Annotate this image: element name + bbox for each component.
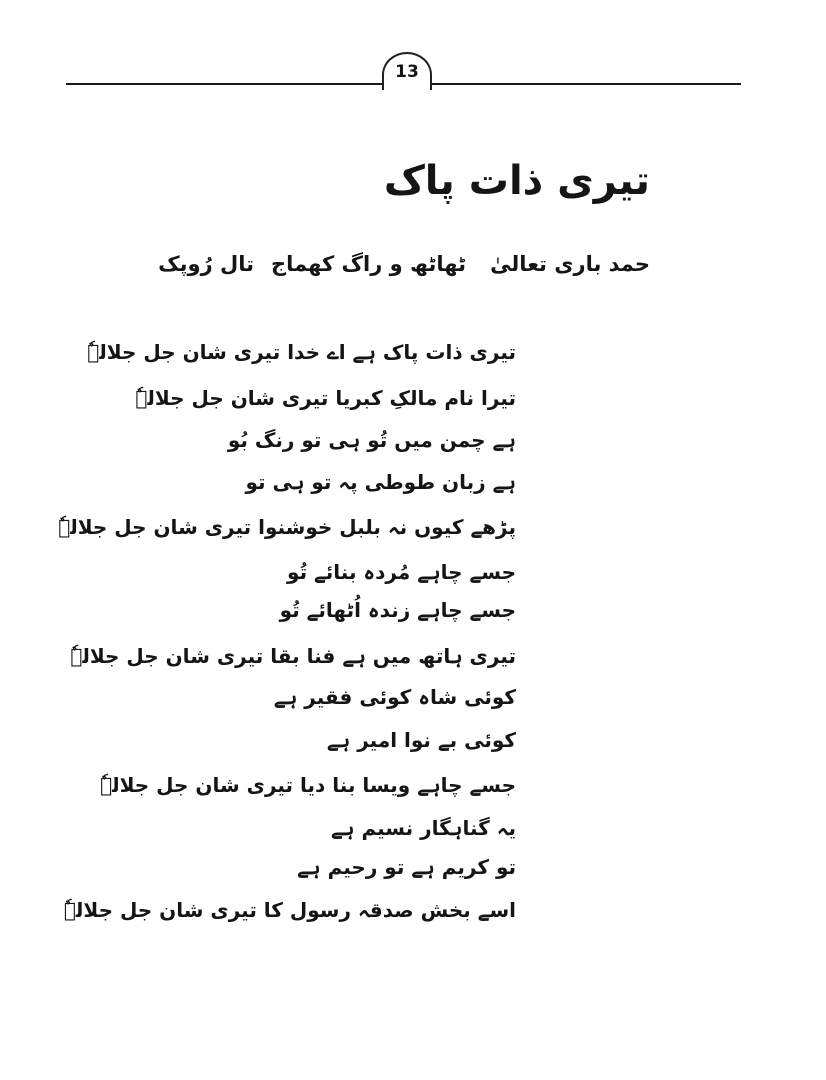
verse-line-5: پڑھے کیوں نہ بلبل خوشنوا تیری شان جل جلالہٗ bbox=[58, 515, 516, 539]
verse-line-1: تیری ذات پاک ہے اے خدا تیری شان جل جلالہٗ bbox=[87, 340, 516, 364]
verse-line-10: کوئی بے نوا امیر ہے bbox=[326, 728, 516, 752]
taal-label: تال رُوپک bbox=[158, 252, 254, 276]
verse-line-9: کوئی شاہ کوئی فقیر ہے bbox=[273, 685, 516, 709]
thaat-raag-label: ٹھاٹھ و راگ کھماج bbox=[271, 252, 466, 276]
verse-line-13: تو کریم ہے تو رحیم ہے bbox=[297, 855, 516, 879]
verse-line-11: جسے چاہے ویسا بنا دیا تیری شان جل جلالہٗ bbox=[100, 773, 516, 797]
verse-line-12: یہ گناہگار نسیم ہے bbox=[331, 816, 516, 840]
verse-line-6: جسے چاہے مُردہ بنائے تُو bbox=[287, 560, 516, 584]
verse-line-4: ہے زبان طوطی پہ تو ہی تو bbox=[245, 470, 516, 494]
verse-line-14: اسے بخش صدقہ رسول کا تیری شان جل جلالہٗ bbox=[63, 898, 516, 922]
hamd-label: حمد باری تعالیٰ bbox=[490, 252, 650, 276]
verse-line-7: جسے چاہے زندہ اُٹھائے تُو bbox=[279, 598, 516, 622]
page-number: 13 bbox=[382, 52, 432, 90]
poem-title: تیری ذات پاک bbox=[383, 158, 650, 204]
verse-line-3: ہے چمن میں تُو ہی تو رنگ بُو bbox=[227, 428, 516, 452]
verse-line-2: تیرا نام مالکِ کبریا تیری شان جل جلالہٗ bbox=[135, 386, 516, 410]
verse-line-8: تیری ہاتھ میں ہے فنا بقا تیری شان جل جلالہٗ bbox=[70, 644, 516, 668]
